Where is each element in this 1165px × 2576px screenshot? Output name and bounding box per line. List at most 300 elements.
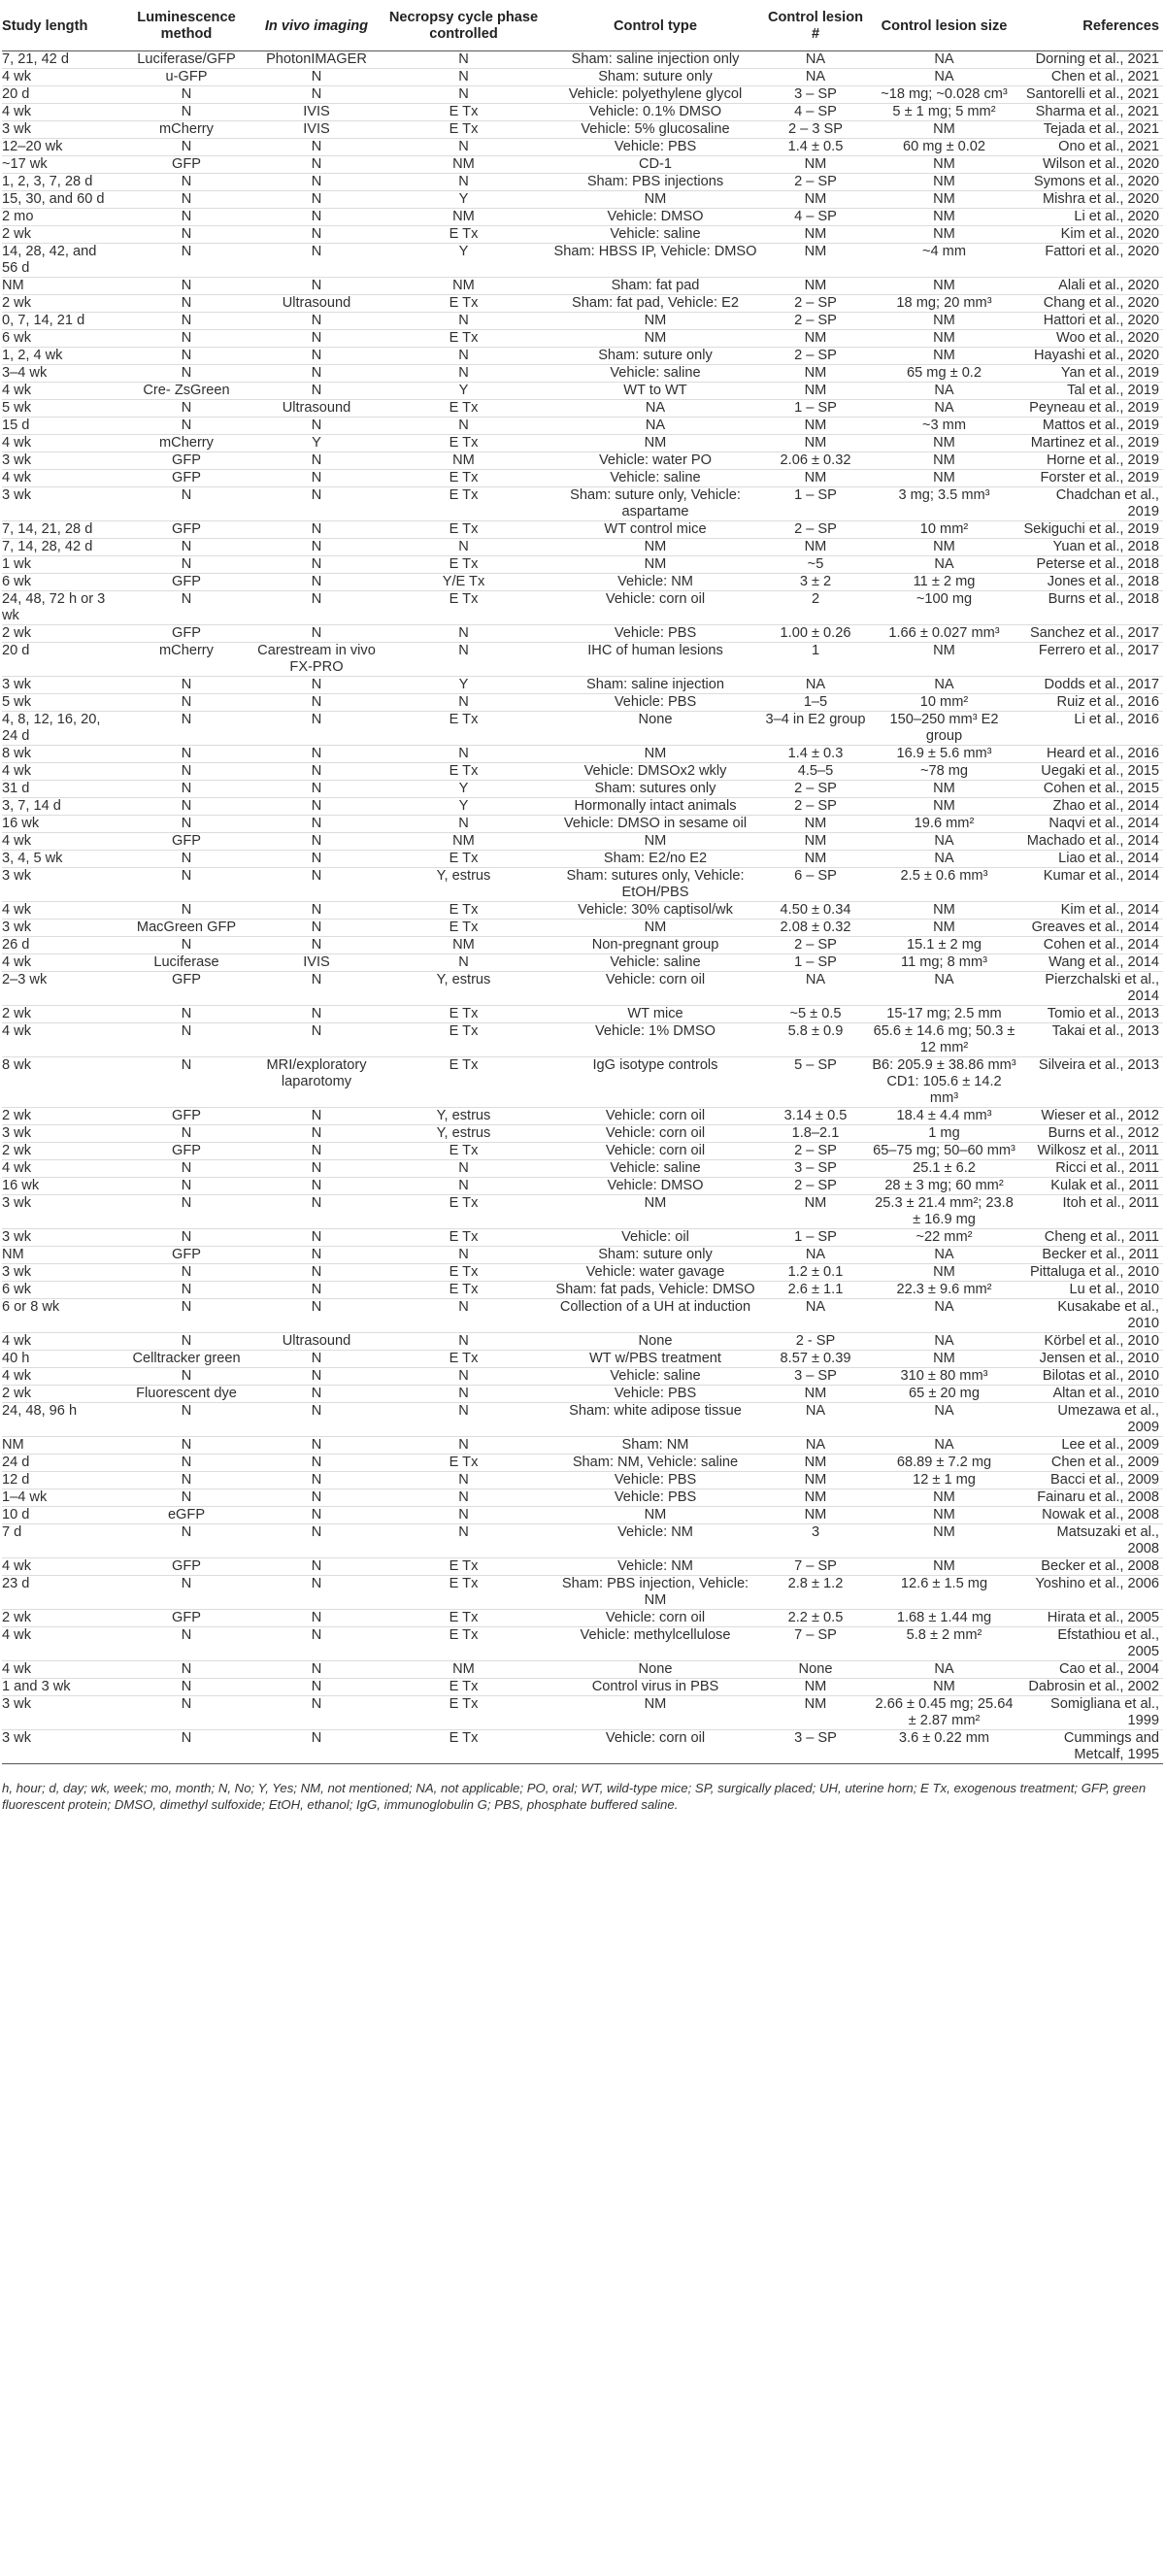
cell-necropsy-cycle-phase: E Tx (449, 1679, 479, 1694)
cell-control-type: Vehicle: corn oil (605, 1108, 706, 1123)
cell-luminescence-method: N (181, 1368, 192, 1384)
cell-control-lesion-size: 1.66 ± 0.027 mm³ (888, 625, 1000, 641)
table-row (2, 121, 1163, 139)
cell-necropsy-cycle-phase: N (458, 348, 469, 363)
cell-control-lesion-count: 1.2 ± 0.1 (787, 1264, 844, 1280)
cell-control-lesion-size: NA (934, 851, 954, 866)
cell-control-lesion-count: NA (805, 677, 826, 692)
cell-control-lesion-size: 11 mg; 8 mm³ (901, 954, 987, 970)
cell-necropsy-cycle-phase: E Tx (449, 556, 479, 572)
cell-study-length: 16 wk (2, 816, 40, 831)
cell-luminescence-method: GFP (172, 470, 201, 485)
cell-study-length: 3 wk (2, 1730, 32, 1746)
table-row (2, 712, 1163, 746)
cell-control-type: Vehicle: corn oil (605, 1610, 706, 1625)
cell-study-length: 2–3 wk (2, 972, 48, 987)
cell-luminescence-method: Luciferase (153, 954, 219, 970)
cell-control-lesion-size: NM (933, 226, 955, 242)
cell-control-lesion-count: NM (804, 278, 827, 293)
cell-control-lesion-count: NM (804, 1472, 827, 1488)
cell-reference: Peterse et al., 2018 (1036, 556, 1159, 572)
cell-control-lesion-size: NM (933, 330, 955, 346)
cell-control-lesion-count: 3 (811, 1524, 820, 1540)
cell-control-type: Non-pregnant group (591, 937, 719, 953)
cell-reference: Mishra et al., 2020 (1042, 191, 1159, 207)
cell-control-lesion-size: NM (933, 798, 955, 814)
cell-control-type: IgG isotype controls (592, 1057, 718, 1073)
table-row (2, 1178, 1163, 1195)
cell-reference: Forster et al., 2019 (1040, 470, 1159, 485)
cell-control-type: Vehicle: saline (610, 1160, 701, 1176)
cell-reference: Woo et al., 2020 (1055, 330, 1159, 346)
cell-study-length: 4 wk (2, 1661, 32, 1677)
table-row (2, 418, 1163, 435)
cell-luminescence-method: N (181, 191, 192, 207)
cell-control-lesion-count: 3 – SP (794, 1368, 837, 1384)
cell-study-length: 3 wk (2, 677, 32, 692)
cell-control-lesion-count: 3 – SP (794, 86, 837, 102)
cell-control-type: NM (644, 746, 667, 761)
cell-control-lesion-size: 28 ± 3 mg; 60 mm² (884, 1178, 1004, 1193)
cell-necropsy-cycle-phase: N (458, 1247, 469, 1262)
cell-reference: Naqvi et al., 2014 (1048, 816, 1159, 831)
header-control-lesion-size: Control lesion size (869, 0, 1019, 51)
cell-control-lesion-count: NM (804, 816, 827, 831)
cell-control-lesion-size: 60 mg ± 0.02 (902, 139, 986, 154)
cell-control-lesion-count: NM (804, 1195, 827, 1211)
cell-reference: Liao et al., 2014 (1058, 851, 1159, 866)
cell-control-lesion-count: 1.4 ± 0.3 (787, 746, 844, 761)
table-row (2, 1125, 1163, 1143)
cell-in-vivo-imaging: IVIS (303, 954, 330, 970)
cell-reference: Bacci et al., 2009 (1050, 1472, 1159, 1488)
cell-in-vivo-imaging: N (311, 86, 322, 102)
cell-control-lesion-size: 150–250 mm³ E2 group (889, 712, 999, 744)
cell-control-lesion-count: NM (804, 851, 827, 866)
cell-control-lesion-count: 2 - SP (795, 1333, 836, 1349)
cell-control-type: Vehicle: PBS (614, 1386, 697, 1401)
cell-luminescence-method: N (181, 487, 192, 503)
cell-luminescence-method: N (181, 1006, 192, 1021)
cell-control-type: Vehicle: 1% DMSO (594, 1023, 716, 1039)
cell-control-lesion-size: 65 mg ± 0.2 (907, 365, 982, 381)
table-row (2, 556, 1163, 574)
cell-necropsy-cycle-phase: E Tx (449, 487, 479, 503)
cell-control-lesion-count: NM (804, 244, 827, 259)
cell-control-type: Vehicle: 30% captisol/wk (578, 902, 733, 918)
cell-control-lesion-size: 65 ± 20 mg (909, 1386, 980, 1401)
header-study-length: Study length (2, 0, 118, 51)
cell-luminescence-method: N (181, 1195, 192, 1211)
cell-control-lesion-size: NM (933, 1489, 955, 1505)
cell-in-vivo-imaging: N (311, 816, 322, 831)
cell-control-type: Vehicle: DMSO in sesame oil (563, 816, 748, 831)
cell-study-length: 2 wk (2, 226, 32, 242)
cell-in-vivo-imaging: N (311, 452, 322, 468)
cell-control-lesion-count: NM (804, 1455, 827, 1470)
cell-control-lesion-size: NM (933, 920, 955, 935)
cell-control-type: Vehicle: corn oil (605, 972, 706, 987)
cell-reference: Becker et al., 2011 (1042, 1247, 1159, 1262)
cell-necropsy-cycle-phase: Y, estrus (436, 1125, 491, 1141)
cell-control-type: NM (644, 1507, 667, 1522)
cell-luminescence-method: N (181, 209, 192, 224)
cell-luminescence-method: GFP (172, 972, 201, 987)
table-row (2, 1282, 1163, 1299)
cell-luminescence-method: N (181, 591, 192, 607)
cell-control-lesion-count: NA (805, 972, 826, 987)
cell-control-lesion-count: 7 – SP (794, 1627, 837, 1643)
cell-study-length: 0, 7, 14, 21 d (2, 313, 85, 328)
table-row (2, 209, 1163, 226)
cell-control-lesion-size: ~100 mg (915, 591, 973, 607)
cell-control-type: None (638, 1661, 673, 1677)
cell-necropsy-cycle-phase: N (458, 1386, 469, 1401)
cell-control-lesion-size: 15.1 ± 2 mg (907, 937, 982, 953)
cell-control-lesion-count: 1 – SP (794, 487, 837, 503)
cell-in-vivo-imaging: N (311, 521, 322, 537)
cell-control-lesion-count: 1 – SP (794, 954, 837, 970)
cell-control-type: Sham: suture only (598, 348, 713, 363)
cell-in-vivo-imaging: N (311, 1368, 322, 1384)
table-row (2, 1195, 1163, 1229)
table-row (2, 278, 1163, 295)
table-row (2, 972, 1163, 1006)
cell-luminescence-method: N (181, 677, 192, 692)
table-row (2, 435, 1163, 452)
cell-necropsy-cycle-phase: N (458, 1368, 469, 1384)
cell-control-lesion-size: NM (933, 348, 955, 363)
cell-control-lesion-size: ~4 mm (921, 244, 966, 259)
cell-in-vivo-imaging: N (311, 1351, 322, 1366)
cell-in-vivo-imaging: N (311, 798, 322, 814)
table-row (2, 937, 1163, 954)
cell-control-type: CD-1 (638, 156, 673, 172)
cell-control-lesion-count: NA (805, 1247, 826, 1262)
cell-in-vivo-imaging: N (311, 556, 322, 572)
cell-study-length: 6 or 8 wk (2, 1299, 60, 1315)
cell-control-lesion-size: NM (933, 1351, 955, 1366)
cell-control-lesion-count: NM (804, 1696, 827, 1712)
study-table (2, 0, 1163, 1764)
cell-luminescence-method: N (181, 816, 192, 831)
cell-luminescence-method: N (181, 139, 192, 154)
cell-necropsy-cycle-phase: E Tx (449, 470, 479, 485)
cell-luminescence-method: N (181, 763, 192, 779)
cell-study-length: 14, 28, 42, and 56 d (2, 244, 97, 276)
cell-necropsy-cycle-phase: NM (452, 833, 475, 849)
cell-control-lesion-count: NA (805, 1299, 826, 1315)
cell-control-lesion-size: 18.4 ± 4.4 mm³ (896, 1108, 992, 1123)
cell-reference: Nowak et al., 2008 (1042, 1507, 1159, 1522)
cell-in-vivo-imaging: N (311, 539, 322, 554)
cell-necropsy-cycle-phase: E Tx (449, 104, 479, 119)
cell-study-length: 5 wk (2, 400, 32, 416)
cell-control-type: NM (644, 435, 667, 451)
table-row (2, 521, 1163, 539)
cell-control-lesion-count: 4.50 ± 0.34 (780, 902, 851, 918)
cell-luminescence-method: N (181, 1730, 192, 1746)
table-row (2, 868, 1163, 902)
cell-luminescence-method: N (181, 1661, 192, 1677)
cell-reference: Yuan et al., 2018 (1052, 539, 1159, 554)
cell-necropsy-cycle-phase: N (458, 1333, 469, 1349)
cell-control-lesion-count: 1.8–2.1 (791, 1125, 840, 1141)
cell-necropsy-cycle-phase: N (458, 816, 469, 831)
cell-control-lesion-size: 65.6 ± 14.6 mg; 50.3 ± 12 mm² (873, 1023, 1015, 1055)
cell-study-length: 3 wk (2, 1125, 32, 1141)
table-row (2, 1696, 1163, 1730)
cell-control-lesion-size: NA (934, 400, 954, 416)
cell-in-vivo-imaging: N (311, 174, 322, 189)
cell-reference: Burns et al., 2018 (1048, 591, 1159, 607)
cell-control-type: NM (644, 539, 667, 554)
cell-control-type: Vehicle: DMSO (607, 1178, 704, 1193)
cell-necropsy-cycle-phase: Y/E Tx (442, 574, 485, 589)
cell-reference: Cohen et al., 2014 (1043, 937, 1159, 953)
cell-control-lesion-size: 16.9 ± 5.6 mm³ (896, 746, 992, 761)
cell-reference: Jensen et al., 2010 (1039, 1351, 1159, 1366)
cell-control-lesion-size: NA (934, 833, 954, 849)
cell-in-vivo-imaging: N (311, 156, 322, 172)
cell-control-lesion-count: 2 – SP (794, 313, 837, 328)
cell-in-vivo-imaging: N (311, 1558, 322, 1574)
cell-control-type: Sham: sutures only (594, 781, 716, 796)
cell-control-type: Sham: suture only, Vehicle: aspartame (570, 487, 741, 519)
table-row (2, 643, 1163, 677)
cell-study-length: 7 d (2, 1524, 22, 1540)
cell-luminescence-method: Celltracker green (132, 1351, 241, 1366)
cell-control-type: Sham: PBS injection, Vehicle: NM (561, 1576, 749, 1608)
cell-necropsy-cycle-phase: E Tx (449, 1264, 479, 1280)
cell-in-vivo-imaging: N (311, 1437, 322, 1453)
cell-luminescence-method: GFP (172, 1143, 201, 1158)
cell-luminescence-method: GFP (172, 521, 201, 537)
cell-in-vivo-imaging: N (311, 1299, 322, 1315)
cell-reference: Chang et al., 2020 (1043, 295, 1159, 311)
cell-necropsy-cycle-phase: N (458, 174, 469, 189)
cell-luminescence-method: N (181, 1437, 192, 1453)
table-row (2, 191, 1163, 209)
cell-luminescence-method: N (181, 174, 192, 189)
cell-control-lesion-count: 2.8 ± 1.2 (787, 1576, 844, 1591)
cell-necropsy-cycle-phase: E Tx (449, 1730, 479, 1746)
cell-in-vivo-imaging: N (311, 1229, 322, 1245)
cell-in-vivo-imaging: N (311, 591, 322, 607)
cell-study-length: 2 wk (2, 295, 32, 311)
cell-control-lesion-count: NA (805, 69, 826, 84)
cell-control-lesion-size: NM (933, 452, 955, 468)
cell-necropsy-cycle-phase: N (458, 1437, 469, 1453)
cell-reference: Bilotas et al., 2010 (1042, 1368, 1159, 1384)
cell-luminescence-method: N (181, 868, 192, 884)
cell-study-length: 1 and 3 wk (2, 1679, 71, 1694)
cell-control-lesion-size: NA (934, 1333, 954, 1349)
cell-necropsy-cycle-phase: N (458, 746, 469, 761)
cell-study-length: 3 wk (2, 121, 32, 137)
cell-control-lesion-size: NM (933, 209, 955, 224)
table-row (2, 1437, 1163, 1455)
cell-control-type: Vehicle: corn oil (605, 591, 706, 607)
table-row (2, 574, 1163, 591)
cell-reference: Sekiguchi et al., 2019 (1023, 521, 1159, 537)
cell-study-length: 4 wk (2, 1160, 32, 1176)
cell-reference: Mattos et al., 2019 (1042, 418, 1159, 433)
cell-control-lesion-size: 25.3 ± 21.4 mm²; 23.8 ± 16.9 mg (875, 1195, 1014, 1227)
table-row (2, 487, 1163, 521)
cell-luminescence-method: N (181, 1057, 192, 1073)
cell-control-type: Sham: E2/no E2 (603, 851, 708, 866)
cell-control-lesion-size: NA (934, 69, 954, 84)
cell-reference: Ono et al., 2021 (1058, 139, 1159, 154)
cell-in-vivo-imaging: N (311, 833, 322, 849)
table-row (2, 400, 1163, 418)
cell-study-length: 3 wk (2, 1264, 32, 1280)
cell-reference: Sanchez et al., 2017 (1029, 625, 1159, 641)
cell-luminescence-method: N (181, 1472, 192, 1488)
cell-luminescence-method: N (181, 244, 192, 259)
cell-luminescence-method: N (181, 1627, 192, 1643)
cell-luminescence-method: GFP (172, 156, 201, 172)
cell-reference: Symons et al., 2020 (1034, 174, 1159, 189)
cell-study-length: NM (2, 1247, 24, 1262)
cell-study-length: 24, 48, 72 h or 3 wk (2, 591, 106, 623)
cell-control-lesion-size: 10 mm² (919, 694, 969, 710)
cell-luminescence-method: GFP (172, 1558, 201, 1574)
cell-luminescence-method: mCherry (159, 643, 214, 658)
cell-control-lesion-size: NM (933, 278, 955, 293)
table-row (2, 1610, 1163, 1627)
table-row (2, 330, 1163, 348)
cell-luminescence-method: N (181, 365, 192, 381)
table-row (2, 763, 1163, 781)
cell-control-type: WT mice (627, 1006, 683, 1021)
cell-study-length: 3 wk (2, 1696, 32, 1712)
cell-in-vivo-imaging: N (311, 487, 322, 503)
cell-necropsy-cycle-phase: E Tx (449, 1143, 479, 1158)
cell-control-type: NM (644, 1195, 667, 1211)
cell-reference: Chadchan et al., 2019 (1055, 487, 1159, 519)
cell-study-length: 15, 30, and 60 d (2, 191, 105, 207)
cell-reference: Somigliana et al., 1999 (1050, 1696, 1159, 1728)
cell-control-lesion-size: NM (933, 1264, 955, 1280)
table-row (2, 1023, 1163, 1057)
cell-luminescence-method: N (181, 1160, 192, 1176)
cell-in-vivo-imaging: N (311, 1178, 322, 1193)
cell-in-vivo-imaging: N (311, 1524, 322, 1540)
cell-control-type: Vehicle: corn oil (605, 1143, 706, 1158)
cell-study-length: 8 wk (2, 1057, 32, 1073)
cell-control-lesion-count: 4 – SP (794, 104, 837, 119)
cell-control-type: NA (645, 418, 666, 433)
cell-study-length: 20 d (2, 643, 30, 658)
cell-necropsy-cycle-phase: N (458, 1178, 469, 1193)
cell-study-length: 3, 7, 14 d (2, 798, 61, 814)
cell-in-vivo-imaging: N (311, 902, 322, 918)
cell-control-lesion-count: 2.06 ± 0.32 (780, 452, 851, 468)
cell-in-vivo-imaging: N (311, 1730, 322, 1746)
table-row (2, 1661, 1163, 1679)
cell-control-lesion-size: NA (934, 1299, 954, 1315)
table-row (2, 816, 1163, 833)
table-row (2, 1264, 1163, 1282)
cell-study-length: 8 wk (2, 746, 32, 761)
cell-control-lesion-count: 2 – SP (794, 348, 837, 363)
cell-control-lesion-count: 2 – SP (794, 1178, 837, 1193)
cell-in-vivo-imaging: N (311, 677, 322, 692)
cell-necropsy-cycle-phase: E Tx (449, 1455, 479, 1470)
cell-control-lesion-size: NM (933, 313, 955, 328)
cell-necropsy-cycle-phase: E Tx (449, 1696, 479, 1712)
cell-control-type: NM (644, 920, 667, 935)
table-row (2, 1299, 1163, 1333)
cell-reference: Alali et al., 2020 (1058, 278, 1159, 293)
cell-in-vivo-imaging: N (311, 1006, 322, 1021)
cell-in-vivo-imaging: N (311, 1489, 322, 1505)
cell-control-lesion-size: ~3 mm (921, 418, 966, 433)
cell-in-vivo-imaging: Y (312, 435, 321, 451)
cell-luminescence-method: N (181, 556, 192, 572)
cell-luminescence-method: GFP (172, 833, 201, 849)
cell-control-type: Sham: HBSS IP, Vehicle: DMSO (553, 244, 757, 259)
cell-control-type: Sham: suture only (598, 1247, 713, 1262)
cell-luminescence-method: N (181, 1023, 192, 1039)
cell-study-length: 23 d (2, 1576, 30, 1591)
cell-necropsy-cycle-phase: E Tx (449, 1229, 479, 1245)
cell-in-vivo-imaging: MRI/exploratory laparotomy (266, 1057, 367, 1089)
cell-control-type: Vehicle: corn oil (605, 1730, 706, 1746)
cell-study-length: 2 wk (2, 1143, 32, 1158)
table-row (2, 244, 1163, 278)
cell-reference: Matsuzaki et al., 2008 (1056, 1524, 1159, 1556)
table-row (2, 1730, 1163, 1764)
cell-in-vivo-imaging: N (311, 191, 322, 207)
cell-study-length: 3 wk (2, 452, 32, 468)
cell-in-vivo-imaging: N (311, 1125, 322, 1141)
cell-study-length: 4 wk (2, 1627, 32, 1643)
cell-luminescence-method: N (181, 86, 192, 102)
cell-control-type: NM (644, 1696, 667, 1712)
table-row (2, 1229, 1163, 1247)
cell-control-type: Sham: saline injection only (571, 51, 740, 67)
cell-luminescence-method: GFP (172, 1247, 201, 1262)
cell-luminescence-method: MacGreen GFP (136, 920, 237, 935)
cell-in-vivo-imaging: N (311, 348, 322, 363)
cell-luminescence-method: N (181, 330, 192, 346)
cell-in-vivo-imaging: N (311, 330, 322, 346)
cell-control-type: Control virus in PBS (591, 1679, 719, 1694)
cell-in-vivo-imaging: IVIS (303, 121, 330, 137)
cell-in-vivo-imaging: N (311, 937, 322, 953)
cell-luminescence-method: N (181, 798, 192, 814)
cell-necropsy-cycle-phase: Y, estrus (436, 868, 491, 884)
cell-control-lesion-size: NM (933, 470, 955, 485)
cell-in-vivo-imaging: N (311, 625, 322, 641)
table-row (2, 383, 1163, 400)
cell-control-type: Vehicle: 5% glucosaline (581, 121, 730, 137)
cell-study-length: 3–4 wk (2, 365, 48, 381)
table-row (2, 833, 1163, 851)
cell-necropsy-cycle-phase: E Tx (449, 1576, 479, 1591)
cell-control-type: Vehicle: methylcellulose (580, 1627, 731, 1643)
cell-reference: Pittaluga et al., 2010 (1029, 1264, 1159, 1280)
cell-control-type: Vehicle: saline (610, 365, 701, 381)
cell-in-vivo-imaging: N (311, 574, 322, 589)
cell-reference: Pierzchalski et al., 2014 (1045, 972, 1159, 1004)
cell-study-length: 2 wk (2, 1610, 32, 1625)
cell-control-lesion-count: 1 (811, 643, 820, 658)
cell-in-vivo-imaging: N (311, 244, 322, 259)
